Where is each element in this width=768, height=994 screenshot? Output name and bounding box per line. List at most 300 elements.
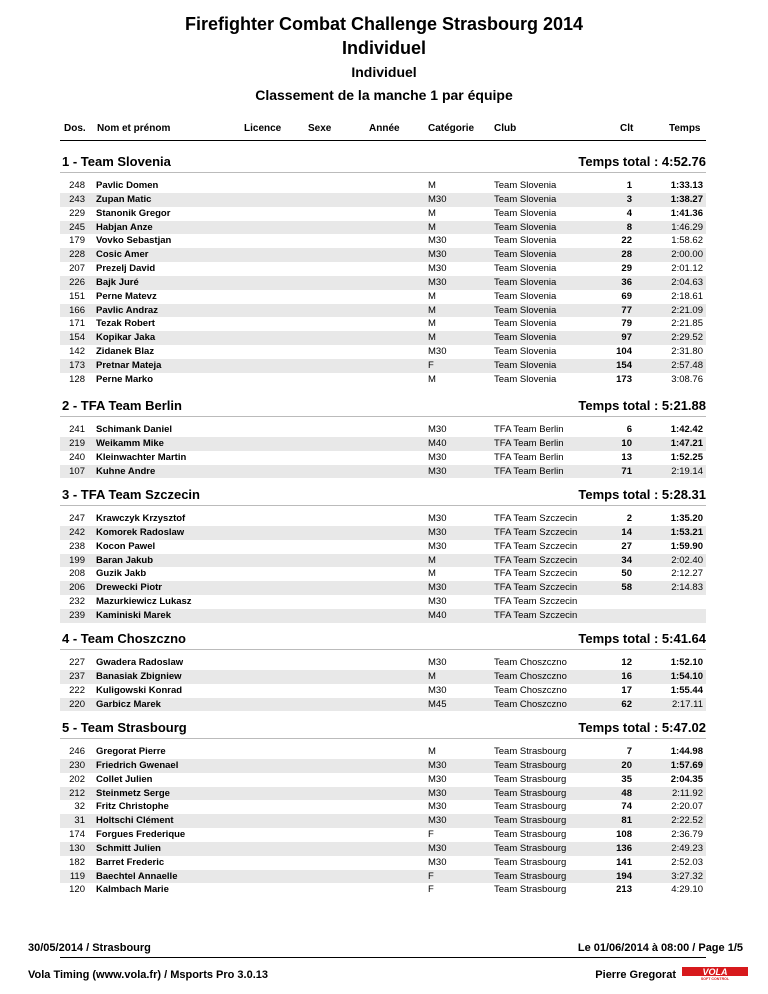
table-row xyxy=(60,828,706,842)
category: M30 xyxy=(428,815,447,827)
athlete-name: Schmitt Julien xyxy=(96,842,161,854)
col-annee: Année xyxy=(369,123,400,134)
club: TFA Team Berlin xyxy=(494,451,564,463)
category: M30 xyxy=(428,451,447,463)
team-total-time: Temps total : 5:21.88 xyxy=(578,398,706,413)
table-row xyxy=(60,787,706,801)
time: 1:46.29 xyxy=(671,221,703,233)
athlete-name: Gwadera Radoslaw xyxy=(96,657,184,668)
bib-number: 242 xyxy=(69,526,85,538)
club: Team Slovenia xyxy=(494,263,557,275)
category: M xyxy=(428,568,436,580)
bib-number: 232 xyxy=(69,596,85,608)
category: M xyxy=(428,746,436,757)
team-section xyxy=(0,485,768,623)
team-title: 1 - Team Slovenia xyxy=(62,154,171,169)
time: 2:19.14 xyxy=(671,465,703,477)
rank: 8 xyxy=(626,221,632,233)
time: 2:01.12 xyxy=(671,263,703,275)
time: 1:38.27 xyxy=(670,193,703,205)
rank: 97 xyxy=(621,332,632,344)
team-header xyxy=(0,718,768,738)
team-title: 5 - Team Strasbourg xyxy=(62,720,187,735)
team-rows xyxy=(60,416,706,478)
rank: 29 xyxy=(621,263,632,275)
bib-number: 174 xyxy=(69,829,85,841)
club: TFA Team Szczecin xyxy=(494,582,578,594)
category: M xyxy=(428,304,436,316)
table-row xyxy=(60,465,706,479)
column-header-row xyxy=(0,123,768,139)
category: M40 xyxy=(428,609,447,621)
bib-number: 243 xyxy=(69,193,85,205)
club: Team Strasbourg xyxy=(494,759,567,771)
category: M xyxy=(428,207,436,219)
team-section xyxy=(0,396,768,478)
time: 1:33.13 xyxy=(670,180,703,191)
bib-number: 179 xyxy=(69,235,85,247)
logo-subtext: SOFT CONTROL xyxy=(700,976,730,980)
time: 2:14.83 xyxy=(671,582,703,594)
category: M xyxy=(428,373,436,385)
time: 1:54.10 xyxy=(670,670,703,682)
club: TFA Team Szczecin xyxy=(494,540,578,552)
table-row xyxy=(60,423,706,437)
team-header xyxy=(0,152,768,172)
club: Team Choszczno xyxy=(494,698,567,710)
athlete-name: Kocon Pawel xyxy=(96,540,156,552)
time: 2:11.92 xyxy=(672,787,703,799)
category: M30 xyxy=(428,596,447,608)
club: TFA Team Szczecin xyxy=(494,554,578,566)
rank: 13 xyxy=(621,451,632,463)
rank: 6 xyxy=(626,424,632,435)
team-total-time: Temps total : 4:52.76 xyxy=(578,154,706,169)
category: M xyxy=(428,554,436,566)
document-subtitle-2: Individuel xyxy=(351,64,417,80)
time: 1:55.44 xyxy=(670,684,703,696)
athlete-name: Collet Julien xyxy=(96,773,153,785)
footer-operator: Pierre Gregorat xyxy=(595,969,676,981)
athlete-name: Banasiak Zbigniew xyxy=(96,670,182,682)
bib-number: 32 xyxy=(74,801,85,813)
table-row xyxy=(60,234,706,248)
logo-text: VOLA xyxy=(702,967,728,977)
team-rows xyxy=(60,505,706,623)
time: 2:04.63 xyxy=(671,276,703,288)
category: M30 xyxy=(428,801,447,813)
athlete-name: Komorek Radoslaw xyxy=(96,526,185,538)
club: Team Strasbourg xyxy=(494,884,567,896)
table-row xyxy=(60,221,706,235)
table-row xyxy=(60,512,706,526)
athlete-name: Kalmbach Marie xyxy=(96,884,169,896)
rank: 22 xyxy=(621,235,632,247)
rank: 136 xyxy=(616,842,632,854)
rank: 14 xyxy=(621,526,632,538)
time: 1:52.25 xyxy=(670,451,703,463)
club: Team Strasbourg xyxy=(494,870,567,882)
rank: 77 xyxy=(621,304,632,316)
table-row xyxy=(60,814,706,828)
club: TFA Team Szczecin xyxy=(494,513,578,524)
category: M30 xyxy=(428,235,447,247)
category: M30 xyxy=(428,684,447,696)
club: Team Strasbourg xyxy=(494,801,567,813)
table-row xyxy=(60,759,706,773)
athlete-name: Kuhne Andre xyxy=(96,465,156,477)
club: Team Slovenia xyxy=(494,221,557,233)
bib-number: 238 xyxy=(69,540,85,552)
rank: 2 xyxy=(626,513,632,524)
time: 2:22.52 xyxy=(671,815,703,827)
athlete-name: Holtschi Clément xyxy=(96,815,174,827)
team-rows xyxy=(60,738,706,897)
time: 2:49.23 xyxy=(671,842,703,854)
rank: 27 xyxy=(621,540,632,552)
athlete-name: Guzik Jakb xyxy=(96,568,147,580)
bib-number: 247 xyxy=(69,513,85,524)
team-rows xyxy=(60,172,706,387)
rank: 34 xyxy=(621,554,632,566)
athlete-name: Habjan Anze xyxy=(96,221,153,233)
athlete-name: Cosic Amer xyxy=(96,249,149,261)
club: Team Slovenia xyxy=(494,290,557,302)
bib-number: 237 xyxy=(69,670,85,682)
table-row xyxy=(60,262,706,276)
time: 2:20.07 xyxy=(671,801,703,813)
vola-logo xyxy=(682,967,748,980)
bib-number: 107 xyxy=(69,465,85,477)
bib-number: 130 xyxy=(69,842,85,854)
athlete-name: Zidanek Blaz xyxy=(96,346,155,358)
category: M30 xyxy=(428,263,447,275)
bib-number: 202 xyxy=(69,773,85,785)
time: 3:27.32 xyxy=(671,870,703,882)
table-row xyxy=(60,698,706,712)
category: M45 xyxy=(428,698,447,710)
club: Team Slovenia xyxy=(494,235,557,247)
club: Team Strasbourg xyxy=(494,787,567,799)
table-row xyxy=(60,331,706,345)
table-row xyxy=(60,856,706,870)
club: Team Slovenia xyxy=(494,193,557,205)
table-row xyxy=(60,193,706,207)
club: TFA Team Szczecin xyxy=(494,609,578,621)
time: 2:17.11 xyxy=(672,698,703,710)
athlete-name: Kopikar Jaka xyxy=(96,332,156,344)
time: 1:42.42 xyxy=(670,424,703,435)
athlete-name: Tezak Robert xyxy=(96,318,155,330)
table-row xyxy=(60,554,706,568)
document-subtitle: Individuel xyxy=(341,38,426,58)
club: Team Slovenia xyxy=(494,304,557,316)
time: 1:47.21 xyxy=(670,437,703,449)
athlete-name: Steinmetz Serge xyxy=(96,787,170,799)
team-section xyxy=(0,152,768,387)
team-section xyxy=(0,629,768,711)
team-section xyxy=(0,718,768,897)
bib-number: 120 xyxy=(69,884,85,896)
club: TFA Team Berlin xyxy=(494,424,564,435)
col-dos: Dos. xyxy=(64,123,86,134)
time: 1:57.69 xyxy=(670,759,703,771)
team-title: 2 - TFA Team Berlin xyxy=(62,398,182,413)
category: F xyxy=(428,870,434,882)
athlete-name: Schimank Daniel xyxy=(96,424,173,435)
category: M30 xyxy=(428,842,447,854)
table-row xyxy=(60,595,706,609)
club: Team Slovenia xyxy=(494,207,557,219)
athlete-name: Vovko Sebastjan xyxy=(96,235,172,247)
category: M30 xyxy=(428,657,447,668)
bib-number: 222 xyxy=(69,684,85,696)
time: 2:52.03 xyxy=(671,856,703,868)
athlete-name: Pavlic Andraz xyxy=(96,304,158,316)
club: Team Slovenia xyxy=(494,359,557,371)
category: M30 xyxy=(428,787,447,799)
time: 2:21.09 xyxy=(671,304,703,316)
club: TFA Team Szczecin xyxy=(494,526,578,538)
rank: 69 xyxy=(621,290,632,302)
table-row xyxy=(60,345,706,359)
bib-number: 228 xyxy=(69,249,85,261)
time: 1:59.90 xyxy=(670,540,703,552)
club: TFA Team Berlin xyxy=(494,437,564,449)
club: Team Slovenia xyxy=(494,332,557,344)
club: Team Strasbourg xyxy=(494,842,567,854)
table-row xyxy=(60,656,706,670)
category: M30 xyxy=(428,856,447,868)
time: 3:08.76 xyxy=(671,373,703,385)
bib-number: 241 xyxy=(69,424,85,435)
col-name: Nom et prénom xyxy=(97,123,171,134)
team-total-time: Temps total : 5:41.64 xyxy=(578,631,706,646)
table-row xyxy=(60,581,706,595)
table-row xyxy=(60,179,706,193)
time: 4:29.10 xyxy=(671,884,703,896)
athlete-name: Kuligowski Konrad xyxy=(96,684,183,696)
athlete-name: Kaminiski Marek xyxy=(96,609,171,621)
rank: 71 xyxy=(621,465,632,477)
bib-number: 128 xyxy=(69,373,85,385)
table-row xyxy=(60,684,706,698)
club: TFA Team Berlin xyxy=(494,465,564,477)
rank: 62 xyxy=(621,698,632,710)
table-row xyxy=(60,526,706,540)
col-club: Club xyxy=(494,123,517,134)
footer-software: Vola Timing (www.vola.fr) / Msports Pro 3.0.13 xyxy=(28,969,269,981)
bib-number: 220 xyxy=(69,698,85,710)
category: M30 xyxy=(428,759,447,771)
table-row xyxy=(60,870,706,884)
bib-number: 151 xyxy=(69,290,85,302)
rank: 1 xyxy=(626,180,632,191)
rank: 108 xyxy=(616,829,632,841)
athlete-name: Gregorat Pierre xyxy=(96,746,166,757)
rank: 58 xyxy=(621,582,632,594)
table-row xyxy=(60,451,706,465)
category: M30 xyxy=(428,582,447,594)
athlete-name: Bajk Juré xyxy=(96,276,139,288)
team-total-time: Temps total : 5:47.02 xyxy=(578,720,706,735)
rank: 36 xyxy=(621,276,632,288)
bib-number: 212 xyxy=(69,787,85,799)
time: 2:00.00 xyxy=(671,249,703,261)
category: F xyxy=(428,884,434,896)
bib-number: 199 xyxy=(69,554,85,566)
time: 2:57.48 xyxy=(671,359,703,371)
category: M30 xyxy=(428,346,447,358)
bib-number: 171 xyxy=(69,318,85,330)
club: Team Slovenia xyxy=(494,346,557,358)
bib-number: 229 xyxy=(69,207,85,219)
club: Team Choszczno xyxy=(494,684,567,696)
bib-number: 226 xyxy=(69,276,85,288)
club: Team Slovenia xyxy=(494,180,557,191)
footer-printed: Le 01/06/2014 à 08:00 / Page 1/5 xyxy=(577,942,743,954)
rank: 141 xyxy=(616,856,632,868)
category: F xyxy=(428,359,434,371)
bib-number: 182 xyxy=(69,856,85,868)
club: Team Strasbourg xyxy=(494,746,567,757)
time: 2:36.79 xyxy=(671,829,703,841)
team-title: 3 - TFA Team Szczecin xyxy=(62,487,200,502)
category: M30 xyxy=(428,193,447,205)
table-row xyxy=(60,304,706,318)
bib-number: 142 xyxy=(69,346,85,358)
athlete-name: Friedrich Gwenael xyxy=(96,759,179,771)
rank: 154 xyxy=(616,359,632,371)
rank: 104 xyxy=(616,346,632,358)
rank: 74 xyxy=(621,801,632,813)
header-divider xyxy=(60,140,706,141)
club: Team Choszczno xyxy=(494,657,567,668)
category: M30 xyxy=(428,249,447,261)
col-clt: Clt xyxy=(620,123,634,134)
athlete-name: Barret Frederic xyxy=(96,856,165,868)
time: 1:44.98 xyxy=(670,746,703,757)
time: 1:35.20 xyxy=(670,513,703,524)
rank: 7 xyxy=(626,746,632,757)
athlete-name: Stanonik Gregor xyxy=(96,207,171,219)
club: Team Slovenia xyxy=(494,276,557,288)
bib-number: 206 xyxy=(69,582,85,594)
athlete-name: Krawczyk Krzysztof xyxy=(96,513,186,524)
rank: 16 xyxy=(621,670,632,682)
page-footer xyxy=(0,938,768,994)
athlete-name: Zupan Matic xyxy=(96,193,152,205)
table-row xyxy=(60,773,706,787)
athlete-name: Drewecki Piotr xyxy=(96,582,162,594)
table-row xyxy=(60,745,706,759)
bib-number: 119 xyxy=(69,870,85,882)
athlete-name: Baran Jakub xyxy=(96,554,154,566)
rank: 213 xyxy=(616,884,632,896)
team-total-time: Temps total : 5:28.31 xyxy=(578,487,706,502)
athlete-name: Baechtel Annaelle xyxy=(96,870,178,882)
club: Team Choszczno xyxy=(494,670,567,682)
table-row xyxy=(60,540,706,554)
bib-number: 154 xyxy=(69,332,85,344)
athlete-name: Perne Marko xyxy=(96,373,154,385)
club: Team Strasbourg xyxy=(494,829,567,841)
time: 2:02.40 xyxy=(671,554,703,566)
bib-number: 227 xyxy=(69,657,85,668)
time: 2:04.35 xyxy=(670,773,703,785)
time: 2:18.61 xyxy=(671,290,703,302)
col-licence: Licence xyxy=(244,123,282,134)
category: M xyxy=(428,318,436,330)
table-row xyxy=(60,670,706,684)
category: F xyxy=(428,829,434,841)
category: M xyxy=(428,332,436,344)
table-row xyxy=(60,609,706,623)
team-header xyxy=(0,485,768,505)
rank: 10 xyxy=(621,437,632,449)
athlete-name: Mazurkiewicz Lukasz xyxy=(96,596,192,608)
rank: 17 xyxy=(621,684,632,696)
bib-number: 245 xyxy=(69,221,85,233)
time: 2:12.27 xyxy=(671,568,703,580)
club: TFA Team Szczecin xyxy=(494,596,578,608)
table-row xyxy=(60,276,706,290)
table-row xyxy=(60,359,706,373)
time: 1:52.10 xyxy=(670,657,703,668)
athlete-name: Pretnar Mateja xyxy=(96,359,162,371)
rank: 48 xyxy=(621,787,632,799)
category: M30 xyxy=(428,276,447,288)
athlete-name: Garbicz Marek xyxy=(96,698,161,710)
table-row xyxy=(60,800,706,814)
category: M30 xyxy=(428,540,447,552)
category: M xyxy=(428,221,436,233)
category: M40 xyxy=(428,437,447,449)
team-header xyxy=(0,629,768,649)
rank: 28 xyxy=(621,249,632,261)
athlete-name: Prezelj David xyxy=(96,263,156,275)
athlete-name: Forgues Frederique xyxy=(96,829,186,841)
footer-date-place: 30/05/2014 / Strasbourg xyxy=(28,942,151,954)
athlete-name: Perne Matevz xyxy=(96,290,157,302)
time: 1:58.62 xyxy=(671,235,703,247)
time: 2:31.80 xyxy=(671,346,703,358)
bib-number: 166 xyxy=(69,304,85,316)
bib-number: 239 xyxy=(69,609,85,621)
category: M30 xyxy=(428,424,447,435)
bib-number: 248 xyxy=(69,180,85,191)
document-title: Firefighter Combat Challenge Strasbourg 2014 xyxy=(184,14,584,34)
category: M xyxy=(428,670,436,682)
category: M30 xyxy=(428,465,447,477)
time: 1:53.21 xyxy=(670,526,703,538)
table-row xyxy=(60,883,706,897)
bib-number: 230 xyxy=(69,759,85,771)
col-sexe: Sexe xyxy=(308,123,332,134)
club: Team Strasbourg xyxy=(494,815,567,827)
rank: 79 xyxy=(621,318,632,330)
category: M xyxy=(428,180,436,191)
rank: 12 xyxy=(621,657,632,668)
time: 2:29.52 xyxy=(671,332,703,344)
bib-number: 207 xyxy=(69,263,85,275)
rank: 20 xyxy=(621,759,632,771)
table-row xyxy=(60,842,706,856)
rank: 194 xyxy=(616,870,632,882)
club: Team Slovenia xyxy=(494,373,557,385)
bib-number: 208 xyxy=(69,568,85,580)
athlete-name: Fritz Christophe xyxy=(96,801,169,813)
